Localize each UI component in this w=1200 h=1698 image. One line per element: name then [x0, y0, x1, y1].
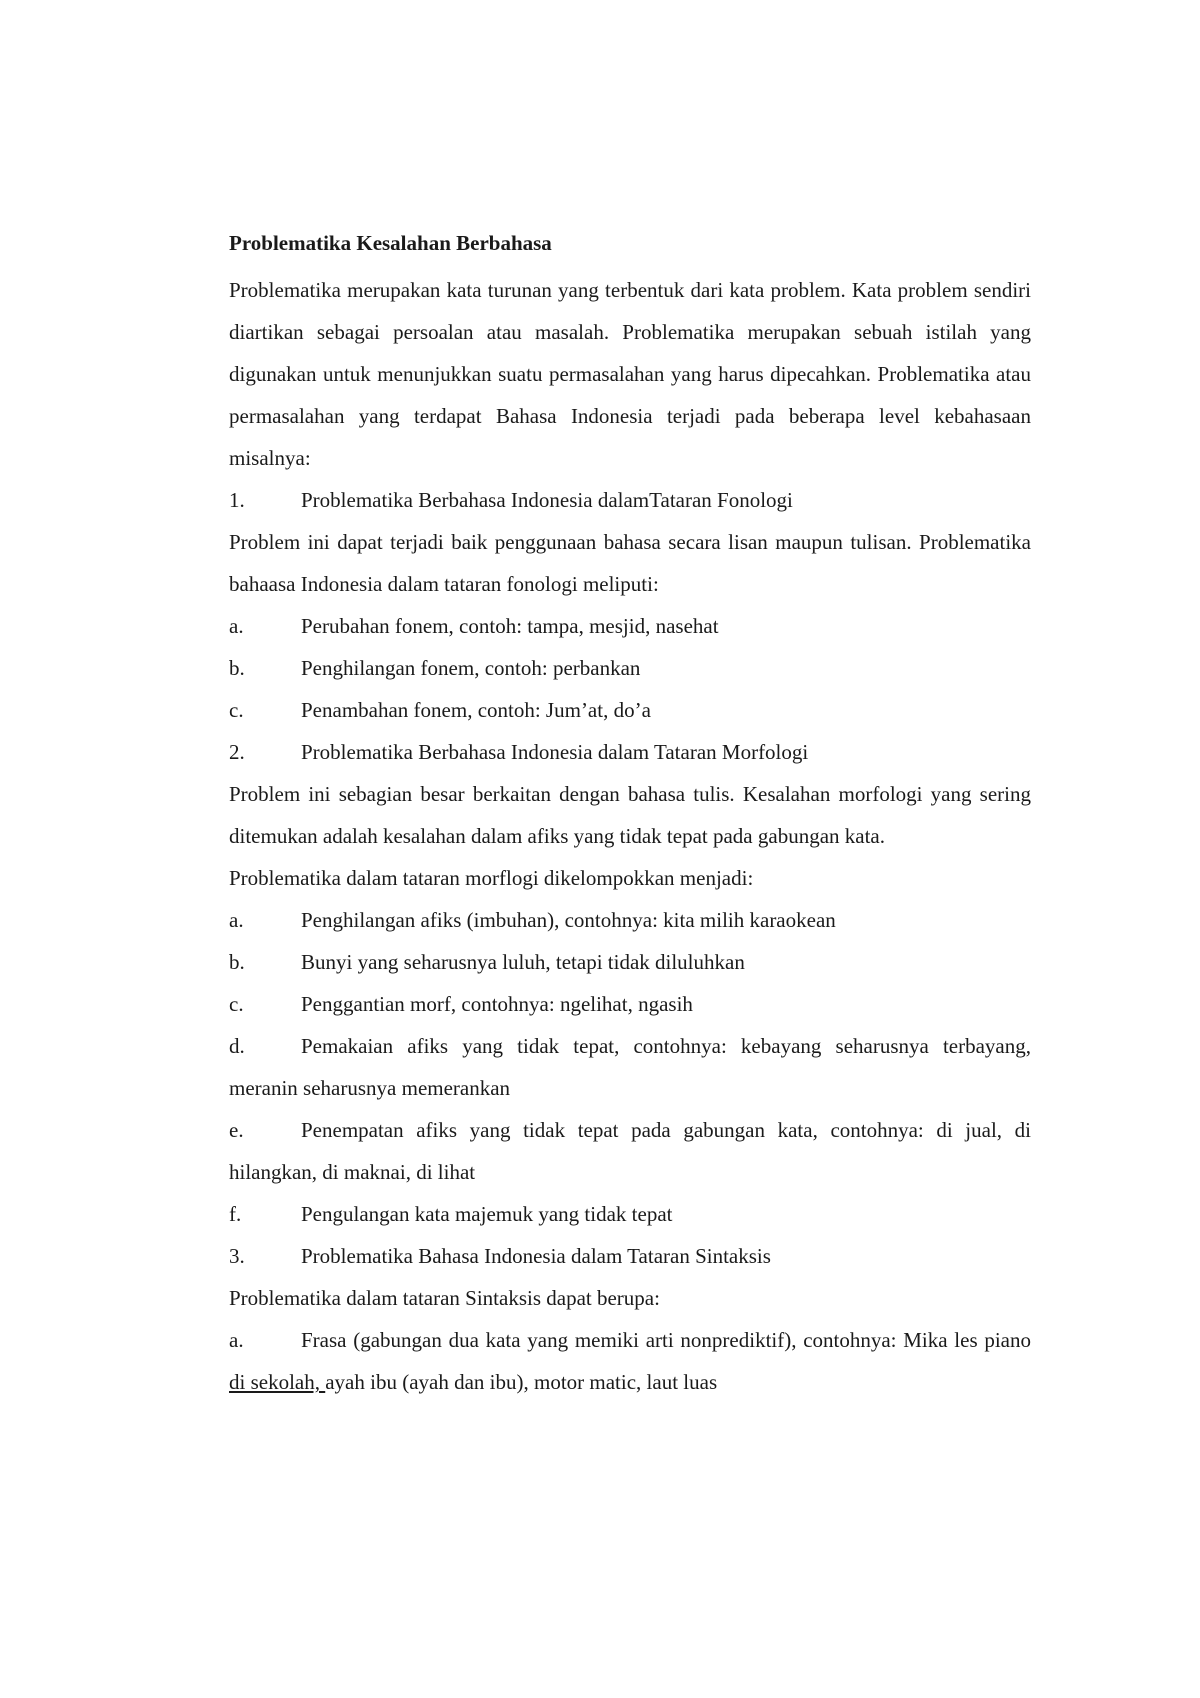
- list-marker: b.: [229, 656, 245, 680]
- section-number: 2.: [229, 740, 245, 764]
- list-item: [229, 1109, 1031, 1193]
- list-item: [229, 647, 1031, 689]
- list-marker: a.: [229, 908, 244, 932]
- list-item: [229, 899, 1031, 941]
- list-item: [229, 689, 1031, 731]
- list-item-text: Penghilangan fonem, contoh: perbankan: [301, 656, 641, 680]
- section-number: 1.: [229, 488, 245, 512]
- section-paragraph-secondary: Problematika dalam tataran morflogi dikelompokkan menjadi:: [229, 866, 754, 890]
- list-item-text: Bunyi yang seharusnya luluh, tetapi tidak diluluhkan: [301, 950, 745, 974]
- list-marker: e.: [229, 1118, 244, 1142]
- list-item-text: Penempatan afiks yang tidak tepat pada gabungan kata, contohnya: di jual, di hilangkan, di maknai, di lihat: [229, 1118, 1031, 1184]
- section-heading-text: Problematika Bahasa Indonesia dalam Tataran Sintaksis: [301, 1244, 771, 1268]
- list-item: [229, 1193, 1031, 1235]
- list-item-text: Penggantian morf, contohnya: ngelihat, ngasih: [301, 992, 693, 1016]
- list-item-text: Pemakaian afiks yang tidak tepat, contohnya: kebayang seharusnya terbayang, meranin seharusnya memerankan: [229, 1034, 1031, 1100]
- section-heading-sintaksis: [229, 1235, 1031, 1277]
- list-marker: d.: [229, 1034, 245, 1058]
- list-marker: c.: [229, 992, 244, 1016]
- section-heading-morfologi: [229, 731, 1031, 773]
- list-marker: b.: [229, 950, 245, 974]
- list-item-text-continued: ayah ibu (ayah dan ibu), motor matic, laut luas: [325, 1370, 718, 1394]
- section-heading-fonologi: [229, 479, 1031, 521]
- list-item: [229, 983, 1031, 1025]
- list-marker: a.: [229, 1328, 244, 1352]
- intro-paragraph: Problematika merupakan kata turunan yang terbentuk dari kata problem. Kata problem sendiri diartikan sebagai persoalan atau masalah. Problematika merupakan sebuah istilah yang digunakan untuk menunjukkan suatu permasalahan yang harus dipecahkan. Problematika atau permasalahan yang terdapat Bahasa Indonesia terjadi pada beberapa level kebahasaan misalnya:: [229, 278, 1031, 470]
- section-heading-text: Problematika Berbahasa Indonesia dalam Tataran Morfologi: [301, 740, 809, 764]
- section-paragraph: Problematika dalam tataran Sintaksis dapat berupa:: [229, 1286, 660, 1310]
- underlined-example: di sekolah,: [229, 1370, 326, 1394]
- section-paragraph: Problem ini dapat terjadi baik penggunaan bahasa secara lisan maupun tulisan. Problematika bahaasa Indonesia dalam tataran fonologi meliputi:: [229, 530, 1031, 596]
- list-item-text: Penghilangan afiks (imbuhan), contohnya: kita milih karaokean: [301, 908, 836, 932]
- list-item-text: Frasa (gabungan dua kata yang memiki arti nonprediktif), contohnya: Mika les piano: [301, 1328, 1031, 1352]
- list-item-text: Penambahan fonem, contoh: Jum’at, do’a: [301, 698, 651, 722]
- list-item-text: Pengulangan kata majemuk yang tidak tepat: [301, 1202, 673, 1226]
- list-item: [229, 941, 1031, 983]
- list-marker: c.: [229, 698, 244, 722]
- section-number: 3.: [229, 1244, 245, 1268]
- list-marker: a.: [229, 614, 244, 638]
- list-item: [229, 605, 1031, 647]
- list-item-text: Perubahan fonem, contoh: tampa, mesjid, nasehat: [301, 614, 719, 638]
- document-page: [229, 228, 1031, 1403]
- list-item: [229, 1319, 1031, 1403]
- list-item: [229, 1025, 1031, 1109]
- section-paragraph: Problem ini sebagian besar berkaitan dengan bahasa tulis. Kesalahan morfologi yang sering ditemukan adalah kesalahan dalam afiks yang tidak tepat pada gabungan kata.: [229, 782, 1031, 848]
- section-heading-text: Problematika Berbahasa Indonesia dalamTataran Fonologi: [301, 488, 793, 512]
- list-marker: f.: [229, 1202, 242, 1226]
- document-title: Problematika Kesalahan Berbahasa: [229, 231, 552, 255]
